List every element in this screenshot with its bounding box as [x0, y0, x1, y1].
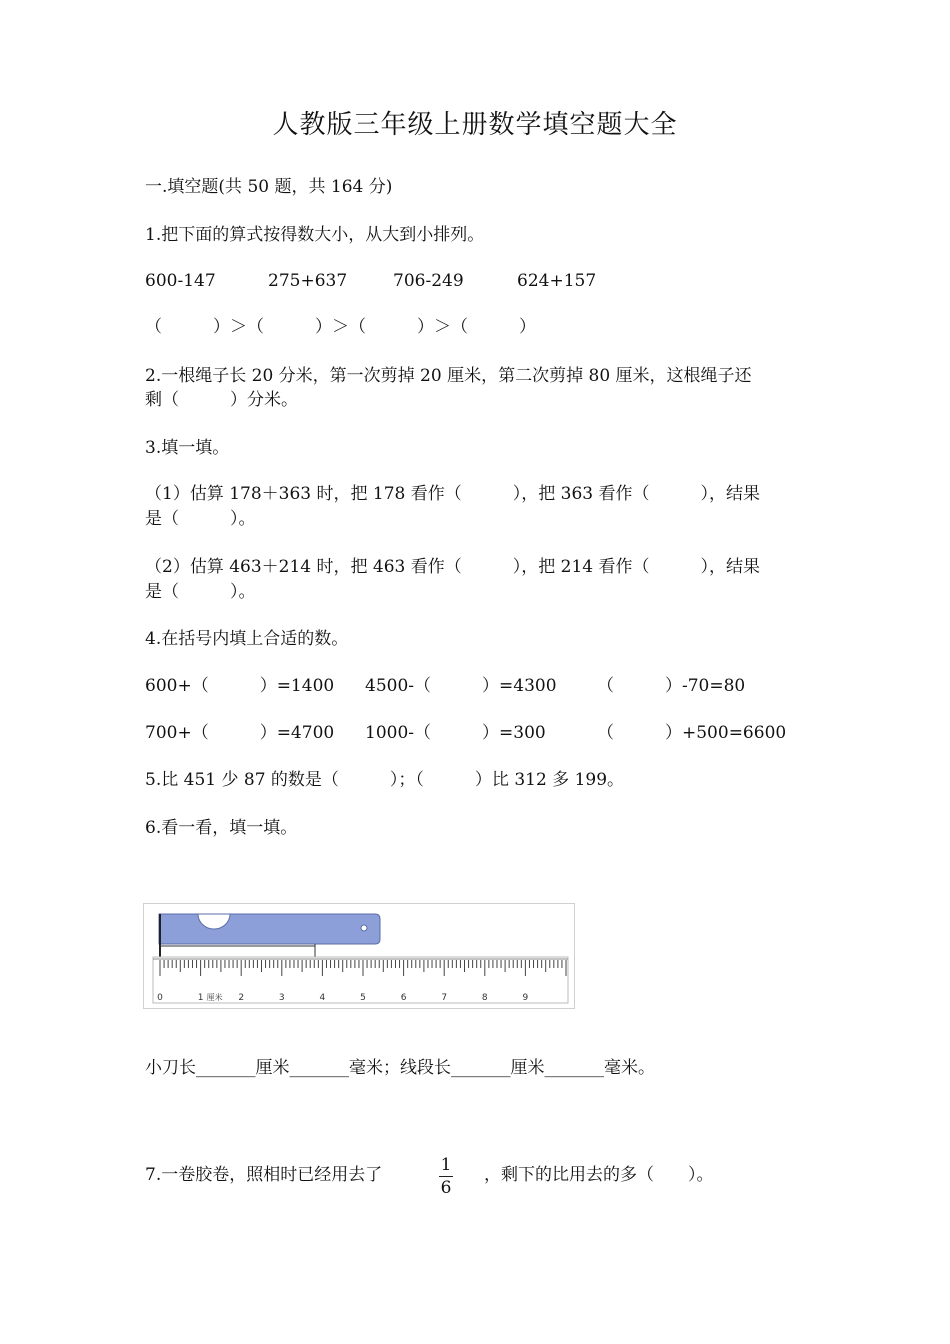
knife-blade	[159, 914, 380, 944]
question-7-text-cont: ，剩下的比用去的多（ ）。	[484, 1165, 714, 1185]
q1-expression: 624+157	[517, 271, 597, 291]
question-1-text: 1.把下面的算式按得数大小，从大到小排列。	[145, 225, 485, 245]
q4-equation: （ ）-70=80	[597, 676, 746, 696]
question-4-text: 4.在括号内填上合适的数。	[145, 629, 349, 649]
q4-equation: 4500-（ ）=4300	[365, 676, 557, 696]
question-2-text: 2.一根绳子长 20 分米，第一次剪掉 20 厘米，第二次剪掉 80 厘米，这根绳子还	[145, 366, 752, 386]
page-title: 人教版三年级上册数学填空题大全	[272, 110, 678, 140]
q3-part2: （2）估算 463＋214 时，把 463 看作（ ），把 214 看作（ ），结果	[145, 557, 761, 577]
ruler-number: 8	[481, 993, 488, 1003]
question-6-text: 6.看一看，填一填。	[145, 818, 298, 838]
section-heading: 一.填空题(共 50 题，共 164 分)	[145, 177, 393, 197]
q4-equation: 600+（ ）=1400	[145, 676, 335, 696]
q6-answer-line: 小刀长_______厘米_______毫米；线段长_______厘米_______毫米。	[145, 1058, 655, 1078]
q1-expression: 275+637	[268, 271, 348, 291]
question-5-text: 5.比 451 少 87 的数是（ ）；（ ）比 312 多 199。	[145, 770, 625, 790]
q3-part1-cont: 是（ ）。	[145, 509, 256, 529]
ruler-number: 4	[319, 993, 326, 1003]
ruler-figure	[143, 903, 575, 1009]
ruler-number: 3	[278, 993, 285, 1003]
q3-part1: （1）估算 178＋363 时，把 178 看作（ ），把 363 看作（ ），结果	[145, 484, 761, 504]
question-3-text: 3.填一填。	[145, 438, 230, 458]
ruler-number: 5	[360, 993, 366, 1003]
fraction	[436, 1156, 456, 1197]
q4-equation: 1000-（ ）=300	[365, 723, 546, 743]
ruler-number: 7	[441, 993, 448, 1003]
q1-order-blanks: （ ）＞（ ）＞（ ）＞（ ）	[145, 317, 536, 337]
ruler-unit-label: 厘米	[206, 993, 223, 1002]
question-7-text: 7.一卷胶卷，照相时已经用去了	[145, 1165, 383, 1185]
question-2-text-cont: 剩（ ）分米。	[145, 390, 298, 410]
ruler-number: 2	[238, 993, 245, 1003]
q1-expression: 600-147	[145, 271, 216, 291]
q4-equation: 700+（ ）=4700	[145, 723, 335, 743]
q4-equation: （ ）+500=6600	[597, 723, 787, 743]
knife-hole	[361, 925, 367, 931]
ruler-number: 6	[400, 993, 407, 1003]
fraction-bar	[439, 1176, 453, 1177]
ruler-number: 1	[197, 993, 204, 1003]
fraction-numerator: 1	[440, 1155, 452, 1175]
ruler-number: 9	[522, 993, 529, 1003]
q1-expression: 706-249	[393, 271, 464, 291]
ruler-number: 0	[157, 993, 163, 1003]
q3-part2-cont: 是（ ）。	[145, 582, 256, 602]
fraction-denominator: 6	[440, 1178, 452, 1198]
